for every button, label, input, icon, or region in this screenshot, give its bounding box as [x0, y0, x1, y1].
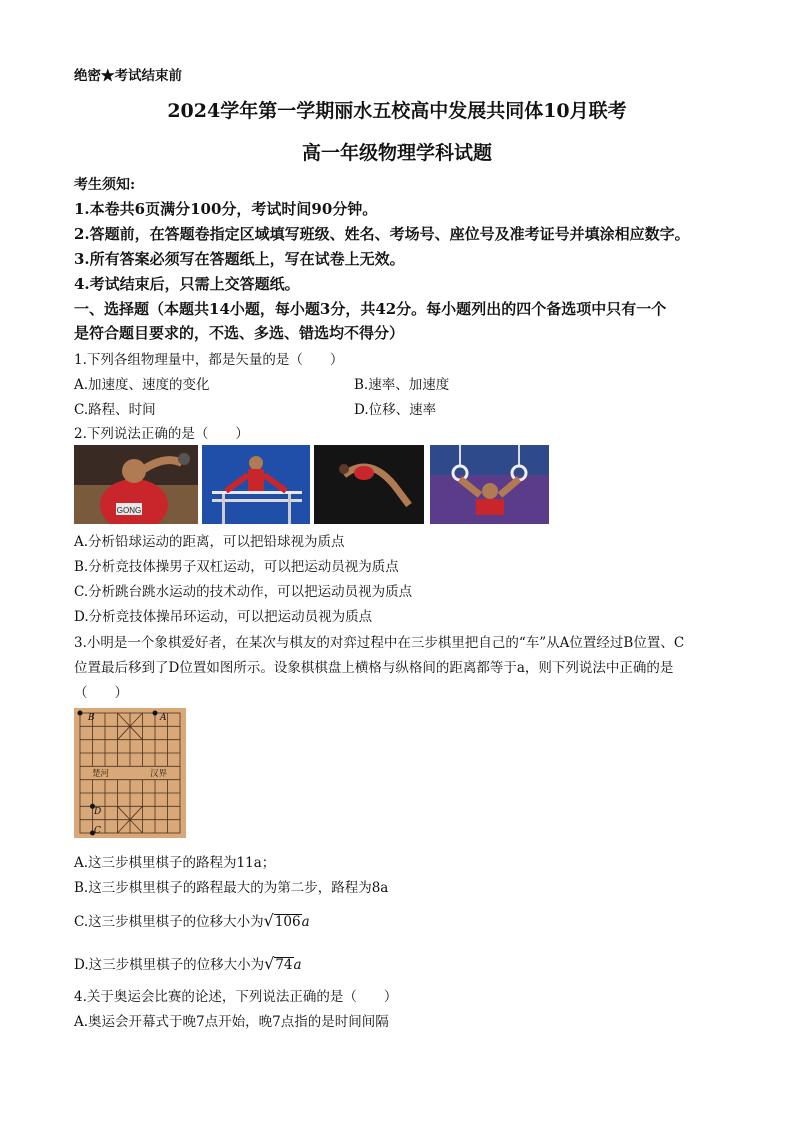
q1-option-b: B.速率、加速度 [354, 377, 450, 393]
q3-option-c-radicand: 106 [274, 914, 301, 930]
q1-option-d: D.位移、速率 [354, 402, 437, 418]
parallel-bars-photo [202, 445, 310, 524]
notice-item: 4.考试结束后，只需上交答题纸。 [74, 275, 300, 293]
q3-stem-line1: 3.小明是一个象棋爱好者，在某次与棋友的对弈过程中在三步棋里把自己的“车”从A位置经过B位置、C [74, 635, 685, 651]
q2-option-d: D.分析竞技体操吊环运动，可以把运动员视为质点 [74, 609, 373, 625]
exam-subtitle: 高一年级物理学科试题 [301, 142, 492, 164]
notice-heading: 考生须知: [74, 177, 136, 193]
q2-option-b: B.分析竞技体操男子双杠运动，可以把运动员视为质点 [74, 559, 399, 575]
board-river-right: 汉界 [150, 769, 168, 779]
secret-label: 绝密★考试结束前 [74, 68, 182, 84]
q1-option-c: C.路程、时间 [74, 402, 156, 418]
q3-stem-line3: （ ） [74, 685, 128, 701]
q3-option-d-radicand: 74 [275, 957, 293, 973]
q2-option-c: C.分析跳台跳水运动的技术动作，可以把运动员视为质点 [74, 584, 413, 600]
notice-item: 3.所有答案必须写在答题纸上，写在试卷上无效。 [74, 250, 405, 268]
board-river-left: 楚河 [92, 769, 110, 779]
q3-stem-line2: 位置最后移到了D位置如图所示。设象棋棋盘上横格与纵格间的距离都等于a，则下列说法中正确的是 [74, 660, 674, 676]
board-point-a [153, 711, 158, 716]
q2-stem: 2.下列说法正确的是（ ） [74, 426, 249, 442]
rings-photo [430, 445, 549, 524]
board-label-a: A [160, 713, 167, 723]
q3-option-c-var: a [301, 914, 310, 930]
notice-item: 1.本卷共6页满分100分，考试时间90分钟。 [74, 200, 378, 218]
board-label-b: B [88, 713, 95, 723]
sqrt-icon: √ [263, 911, 274, 930]
q4-stem: 4.关于奥运会比赛的论述，下列说法正确的是（ ） [74, 989, 398, 1005]
section-heading: 一、选择题（本题共14小题，每小题3分，共42分。每小题列出的四个备选项中只有一个 [74, 300, 667, 318]
exam-title: 2024学年第一学期丽水五校高中发展共同体10月联考 [167, 100, 627, 122]
chess-board [74, 708, 186, 838]
board-point-b [78, 711, 83, 716]
q1-stem: 1.下列各组物理量中，都是矢量的是（ ） [74, 352, 344, 368]
q1-option-a: A.加速度、速度的变化 [74, 377, 210, 393]
board-label-d: D [94, 807, 102, 817]
notice-item: 2.答题前，在答题卷指定区域填写班级、姓名、考场号、座位号及准考证号并填涂相应数字。 [74, 225, 690, 243]
q3-option-a: A.这三步棋里棋子的路程为11a； [74, 855, 276, 871]
q3-option-d [74, 953, 302, 973]
q2-option-a: A.分析铅球运动的距离，可以把铅球视为质点 [74, 534, 345, 550]
section-heading-cont: 是符合题目要求的，不选、多选、错选均不得分） [74, 324, 405, 342]
diving-photo [314, 445, 424, 524]
board-label-c: C [94, 826, 101, 836]
q3-option-c-text: C.这三步棋里棋子的位移大小为 [74, 914, 264, 930]
q3-option-d-var: a [293, 957, 302, 973]
sqrt-icon: √ [264, 954, 275, 973]
shot-put-photo [74, 445, 198, 524]
shot-put-bib: GONG [116, 506, 142, 515]
q3-option-b: B.这三步棋里棋子的路程最大的为第二步，路程为8a [74, 880, 389, 896]
q4-option-a: A.奥运会开幕式于晚7点开始，晚7点指的是时间间隔 [74, 1014, 389, 1030]
q3-option-d-text: D.这三步棋里棋子的位移大小为 [74, 957, 265, 973]
q3-option-c [74, 910, 310, 930]
